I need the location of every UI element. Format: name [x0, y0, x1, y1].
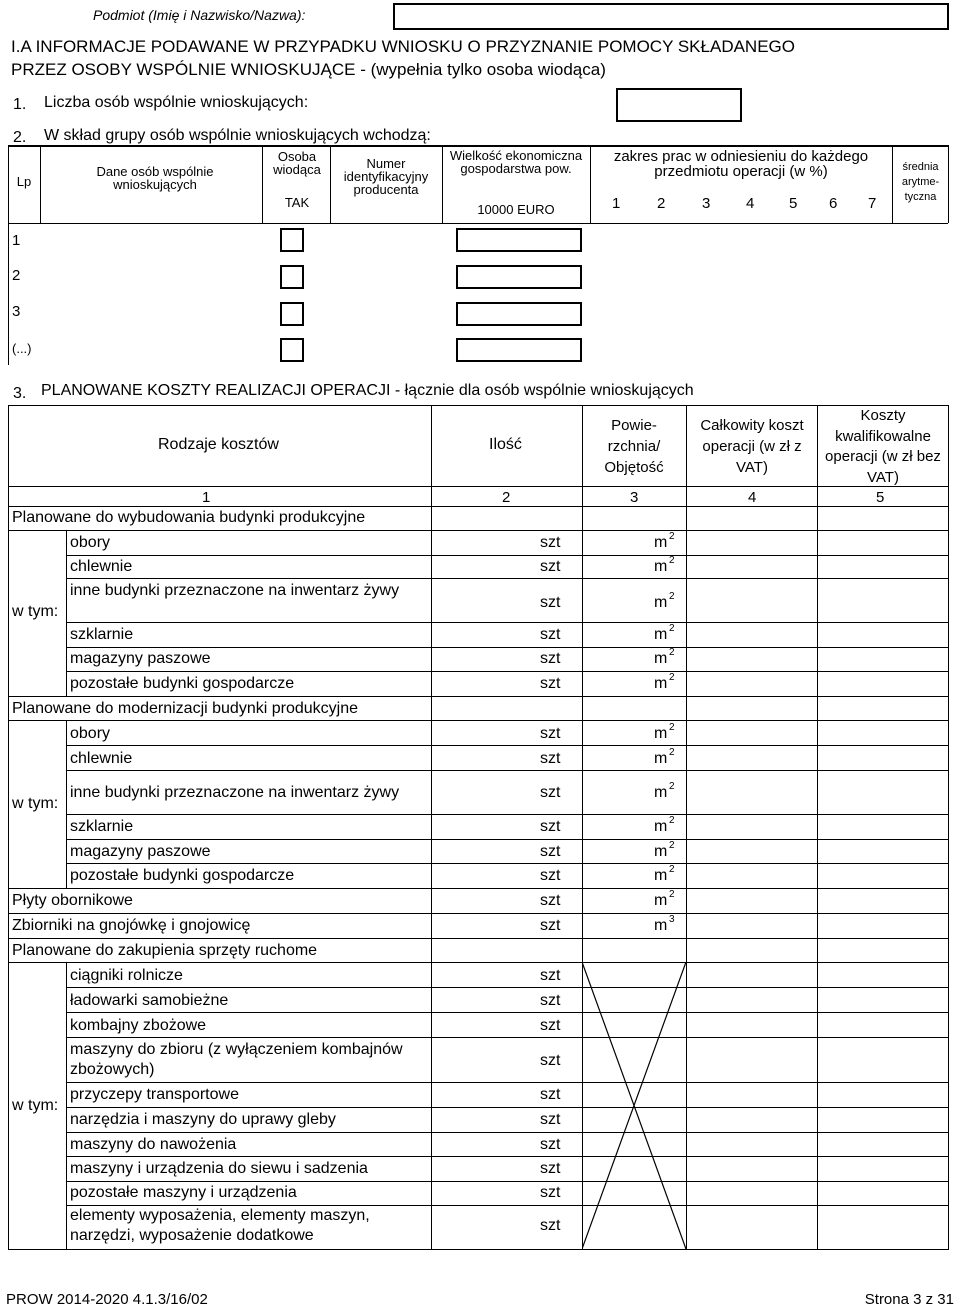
cost-item-manure-plates: Płyty obornikowe [12, 892, 133, 909]
s3-row-line [66, 987, 948, 988]
unit-sup: 2 [669, 864, 675, 875]
s3-bottom-line [8, 1249, 948, 1250]
cost-item-label: przyczepy transportowe [70, 1086, 239, 1103]
unit-szt: szt [540, 818, 561, 835]
unit-m: m [654, 843, 668, 860]
s2-header-dane: Dane osób wspólnie wnioskujących [96, 164, 214, 192]
cost-item-label: inne budynki przeznaczone na inwentarz żywy [70, 582, 400, 599]
cost-item-label: pozostałe budynki gospodarcze [70, 867, 295, 884]
s3-left-line [8, 405, 9, 1250]
s3-row-line [8, 913, 948, 914]
applicant-name-field[interactable] [393, 3, 949, 30]
section2-label: W skład grupy osób wspólnie wnioskujących wchodzą: [44, 127, 431, 144]
lead-person-checkbox-1[interactable] [280, 228, 304, 252]
s3-header-kwalifikowalne: Koszty kwalifikowalne operacji (w zł bez VAT) [825, 407, 941, 486]
cost-item-label: pozostałe budynki gospodarcze [70, 675, 295, 692]
s2-col-line [330, 145, 331, 223]
unit-szt: szt [540, 1136, 561, 1153]
group-mobile-equipment: Planowane do zakupienia sprzęty ruchome [12, 942, 318, 959]
unit-szt: szt [540, 1217, 561, 1234]
s3-row-line [66, 745, 948, 746]
unit-szt: szt [540, 867, 561, 884]
cost-item-label: maszyny i urządzenia do siewu i sadzenia [70, 1160, 368, 1177]
unit-szt: szt [540, 725, 561, 742]
section1-number: 1. [13, 96, 27, 113]
s2-header-euro: 10000 EURO [477, 202, 555, 217]
cost-item-label: inne budynki przeznaczone na inwentarz żywy [70, 784, 400, 801]
unit-szt: szt [540, 843, 561, 860]
s3-header-rodzaje: Rodzaje kosztów [158, 436, 279, 453]
s3-row-line [66, 1132, 948, 1133]
s3-colnum-5: 5 [876, 489, 885, 506]
s3-col-line [431, 405, 432, 1250]
s3-header-ilosc: Ilość [489, 436, 522, 453]
s3-row-line [66, 1156, 948, 1157]
s2-header-tak: TAK [284, 195, 310, 210]
cost-item-label: maszyny do zbioru (z wyłączeniem kombajnów [70, 1041, 403, 1058]
unit-szt: szt [540, 1111, 561, 1128]
s2-col-3: 3 [702, 195, 711, 212]
footer-page-number: Strona 3 z 31 [864, 1291, 954, 1308]
s3-row-line [66, 1037, 948, 1038]
cost-item-label: obory [70, 725, 111, 742]
s3-line [8, 405, 948, 406]
wtym-label-2: w tym: [12, 795, 59, 812]
cost-item-label: maszyny do nawożenia [70, 1136, 237, 1153]
s2-col-7: 7 [868, 195, 877, 212]
unit-sup: 2 [669, 781, 675, 792]
s3-row-line [66, 647, 948, 648]
unit-m: m [654, 534, 668, 551]
applicant-label: Podmiot (Imię i Nazwisko/Nazwa): [93, 7, 306, 23]
cost-item-label-cont: narzędzi, wyposażenie dodatkowe [70, 1227, 314, 1244]
s3-row-line [66, 671, 948, 672]
cost-item-label: magazyny paszowe [70, 650, 211, 667]
unit-sup: 2 [669, 647, 675, 658]
s2-col-5: 5 [789, 195, 798, 212]
s2-col-line [40, 145, 41, 223]
unit-szt: szt [540, 534, 561, 551]
section3-number: 3. [13, 385, 27, 402]
group-new-buildings: Planowane do wybudowania budynki produkcyjne [12, 509, 366, 526]
cost-item-label: magazyny paszowe [70, 843, 211, 860]
economic-size-field-1[interactable] [456, 228, 582, 252]
s3-col-line [817, 405, 818, 1250]
economic-size-field-3[interactable] [456, 302, 582, 326]
unit-sup: 2 [669, 815, 675, 826]
section-title-line2: PRZEZ OSOBY WSPÓLNIE WNIOSKUJĄCE - (wypełnia tylko osoba wiodąca) [11, 60, 606, 79]
s2-row-2-lp: 2 [12, 267, 21, 284]
unit-szt: szt [540, 992, 561, 1009]
unit-szt: szt [540, 558, 561, 575]
unit-sup: 2 [669, 840, 675, 851]
cost-item-label: szklarnie [70, 818, 134, 835]
unit-m: m [654, 892, 668, 909]
s3-row-line [8, 962, 948, 963]
s3-header-powierzchnia: Powie-rzchnia/ Objętość [604, 417, 664, 476]
s2-col-line [442, 145, 443, 223]
unit-szt: szt [540, 626, 561, 643]
unit-szt: szt [540, 1184, 561, 1201]
s3-col-line [686, 405, 687, 1250]
s3-row-line [66, 839, 948, 840]
lead-person-checkbox-2[interactable] [280, 265, 304, 289]
unit-szt: szt [540, 967, 561, 984]
unit-sup: 2 [669, 747, 675, 758]
s2-col-6: 6 [829, 195, 838, 212]
unit-sup: 2 [669, 672, 675, 683]
unit-m: m [654, 650, 668, 667]
s2-row-more-lp: (...) [12, 341, 32, 356]
s3-row-line [66, 578, 948, 579]
cost-item-label: pozostałe maszyny i urządzenia [70, 1184, 297, 1201]
unit-m: m [654, 784, 668, 801]
unit-szt: szt [540, 1017, 561, 1034]
cost-item-label: obory [70, 534, 111, 551]
unit-szt: szt [540, 750, 561, 767]
not-applicable-cross [582, 962, 686, 1249]
cost-item-label-cont: zbożowych) [70, 1061, 155, 1078]
s2-col-line [262, 145, 263, 223]
s2-col-1: 1 [612, 195, 621, 212]
s2-header-osoba: Osoba wiodąca [273, 149, 321, 177]
unit-m: m [654, 750, 668, 767]
unit-szt: szt [540, 594, 561, 611]
section1-label: Liczba osób wspólnie wnioskujących: [44, 94, 309, 111]
s2-row-1-lp: 1 [12, 232, 21, 249]
s3-right-line [948, 405, 949, 1250]
s2-header-bottom-line [8, 223, 948, 224]
s2-header-top-line [8, 145, 948, 147]
s3-row-line [66, 1012, 948, 1013]
unit-sup: 2 [669, 722, 675, 733]
cost-item-slurry-tanks: Zbiorniki na gnojówkę i gnojowicę [12, 917, 251, 934]
s3-colnum-2: 2 [502, 489, 511, 506]
unit-sup: 2 [669, 623, 675, 634]
section3-label: PLANOWANE KOSZTY REALIZACJI OPERACJI - łącznie dla osób wspólnie wnioskujących [41, 382, 694, 399]
s2-header-lp: Lp [16, 174, 32, 189]
unit-szt: szt [540, 917, 561, 934]
s2-header-zakres: zakres prac w odniesieniu do każdego przedmiotu operacji (w %) [613, 148, 869, 180]
s3-row-line [8, 938, 948, 939]
unit-sup: 2 [669, 555, 675, 566]
s3-row-line [66, 1181, 948, 1182]
s3-row-line [66, 1205, 948, 1206]
footer-form-code: PROW 2014-2020 4.1.3/16/02 [6, 1291, 208, 1308]
cost-item-label: kombajny zbożowe [70, 1017, 207, 1034]
unit-sup: 2 [669, 531, 675, 542]
s3-row-line [8, 720, 948, 721]
unit-m: m [654, 558, 668, 575]
unit-sup: 2 [669, 889, 675, 900]
unit-sup: 3 [669, 914, 675, 925]
s2-col-4: 4 [746, 195, 755, 212]
s3-row-line [66, 770, 948, 771]
s3-row-line [66, 1082, 948, 1083]
s3-colnum-3: 3 [630, 489, 639, 506]
unit-szt: szt [540, 650, 561, 667]
cost-item-label: chlewnie [70, 750, 133, 767]
s2-header-wielkosc: Wielkość ekonomiczna gospodarstwa pow. [449, 148, 583, 176]
s2-right-line [948, 145, 949, 223]
s2-header-srednia: średnia arytme-tyczna [901, 161, 940, 203]
unit-m: m [654, 626, 668, 643]
unit-szt: szt [540, 1052, 561, 1069]
unit-m: m [654, 725, 668, 742]
unit-m: m [654, 818, 668, 835]
cost-item-label: szklarnie [70, 626, 134, 643]
cost-item-label: narzędzia i maszyny do uprawy gleby [70, 1111, 336, 1128]
s2-header-numer: Numer identyfikacyjny producenta [343, 156, 429, 197]
section-title-line1: I.A INFORMACJE PODAWANE W PRZYPADKU WNIOSKU O PRZYZNANIE POMOCY SKŁADANEGO [11, 37, 795, 56]
s3-row-line [66, 814, 948, 815]
economic-size-field-more[interactable] [456, 338, 582, 362]
cost-item-label: elementy wyposażenia, elementy maszyn, [70, 1207, 370, 1224]
s3-colnum-1: 1 [202, 489, 211, 506]
unit-m: m [654, 867, 668, 884]
unit-szt: szt [540, 892, 561, 909]
s2-col-2: 2 [657, 195, 666, 212]
group-modernized-buildings: Planowane do modernizacji budynki produkcyjne [12, 700, 358, 717]
s2-row-3-lp: 3 [12, 303, 21, 320]
unit-sup: 2 [669, 591, 675, 602]
cost-item-label: ładowarki samobieżne [70, 992, 229, 1009]
s3-row-line [66, 863, 948, 864]
unit-m: m [654, 675, 668, 692]
unit-m: m [654, 594, 668, 611]
s3-colnum-4: 4 [748, 489, 757, 506]
s2-col-line [590, 145, 591, 223]
s3-row-line [8, 888, 948, 889]
wtym-label-3: w tym: [12, 1097, 59, 1114]
unit-szt: szt [540, 1086, 561, 1103]
lead-person-checkbox-3[interactable] [280, 302, 304, 326]
cost-item-label: ciągniki rolnicze [70, 967, 183, 984]
economic-size-field-2[interactable] [456, 265, 582, 289]
cost-item-label: chlewnie [70, 558, 133, 575]
s3-row-line [66, 555, 948, 556]
s3-row-line [8, 696, 948, 697]
s3-row-line [66, 1107, 948, 1108]
applicant-count-field[interactable] [616, 88, 742, 122]
lead-person-checkbox-more[interactable] [280, 338, 304, 362]
s3-line [8, 506, 948, 507]
unit-szt: szt [540, 784, 561, 801]
unit-m: m [654, 917, 668, 934]
unit-szt: szt [540, 675, 561, 692]
wtym-label-1: w tym: [12, 603, 59, 620]
s3-line [8, 486, 948, 487]
section2-number: 2. [13, 129, 27, 146]
s3-header-calkowity: Całkowity koszt operacji (w zł z VAT) [700, 417, 804, 476]
s3-row-line [66, 622, 948, 623]
unit-szt: szt [540, 1160, 561, 1177]
s3-line [8, 530, 948, 531]
